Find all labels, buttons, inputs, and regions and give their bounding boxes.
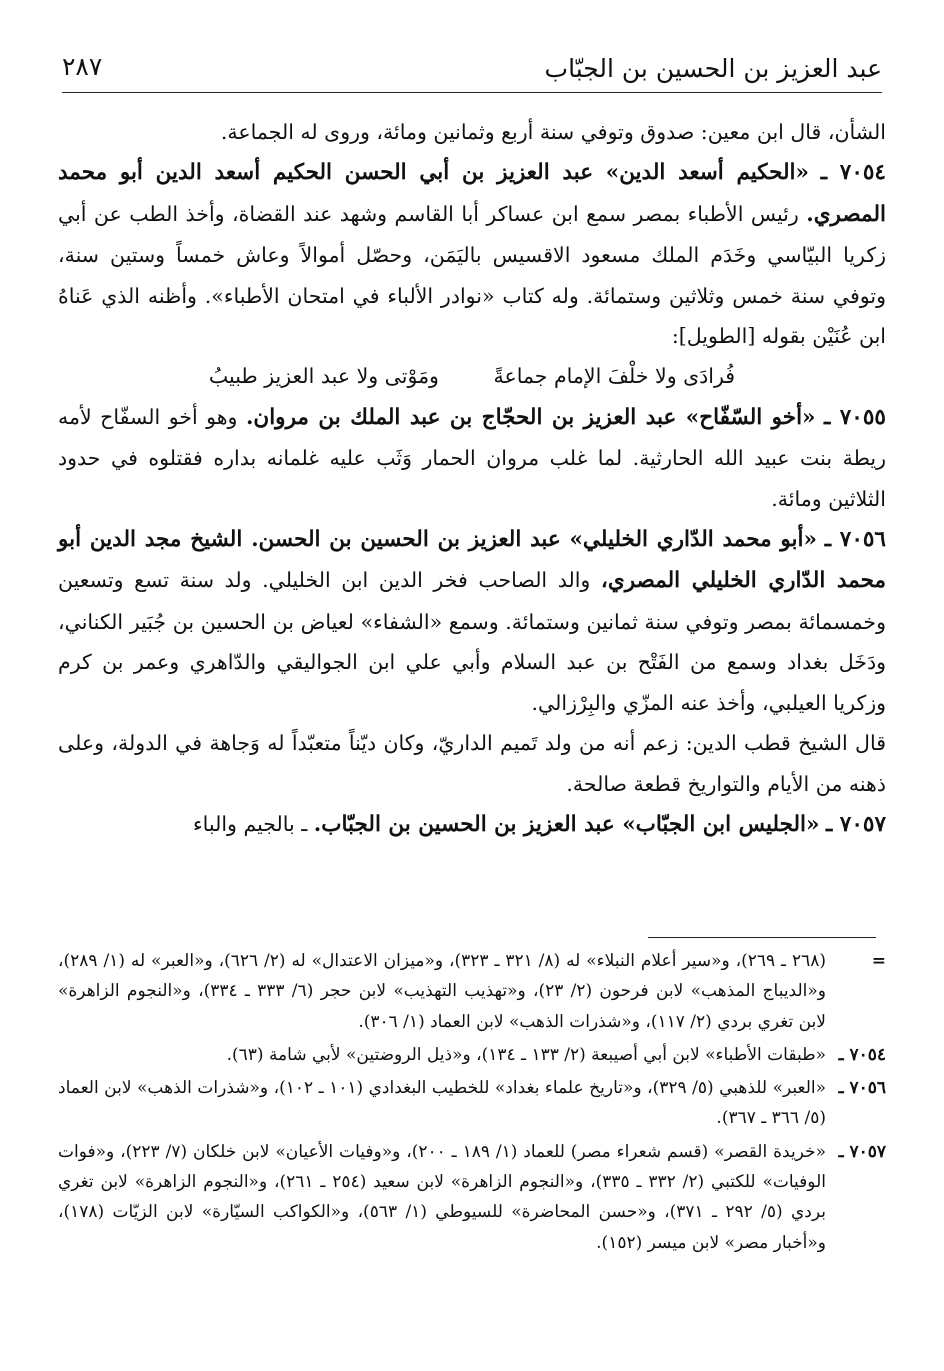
footnote-text: (٢٦٨ ـ ٢٦٩)، و«سير أعلام النبلاء» له (٨/ ٣٢١ ـ ٣٢٣)، و«ميزان الاعتدال» له (٢/ ٦٢٦)، و«العبر» له (١/ ٢٨٩)، و«الديباج المذهب» لابن فرحون (٢/ ٢٣)، و«تهذيب التهذيب» لابن حجر (٦/ ٣٣٣ ـ ٣٣٤)، و«النجوم الزاهرة» لابن تغري بردي (٢/ ١١٧)، و«شذرات الذهب» لابن العماد (١/ ٣٠٦). xyxy=(58,951,826,1032)
entry-number: ٧٠٥٦ ـ xyxy=(824,527,886,553)
entry-text: وهو أخو السفّاح لأمه ريطة بنت عبيد الله الحارثية. لما غلب مروان الحمار وَثَب عليه غلمانه بداره فقتلوه في حدود الثلاثين ومائة. xyxy=(58,404,886,511)
footnote-text: «طبقات الأطباء» لابن أبي أصيبعة (٢/ ١٣٣ ـ ١٣٤)، و«ذيل الروضتين» لأبي شامة (٦٣). xyxy=(226,1044,826,1065)
entry-7054 xyxy=(58,152,886,356)
footnote-marker: ٧٠٥٤ ـ xyxy=(838,1044,886,1065)
entry-heading: «الجليس ابن الجبّاب» عبد العزيز بن الحسين بن الجبّاب. xyxy=(313,811,820,837)
footnote-marker: ٧٠٥٦ ـ xyxy=(838,1078,886,1099)
entry-7056-continuation: قال الشيخ قطب الدين: زعم أنه من ولد تَميم الداريّ، وكان ديّناً متعبّداً له وَجاهة في الدولة، وعلى ذهنه من الأيام والتواريخ قطعة صالحة. xyxy=(58,731,886,796)
footnote-text: «خريدة القصر» (قسم شعراء مصر) للعماد (١/ ١٨٩ ـ ٢٠٠)، و«وفيات الأعيان» لابن خلكان (٧/ ٢٢٣)، و«فوات الوفيات» للكتبي (٢/ ٣٣٢ ـ ٣٣٥)، و«النجوم الزاهرة» لابن سعيد (٢٥٤ ـ ٢٦١)، و«النجوم الزاهرة» لابن تغري بردي (٥/ ٢٩٢ ـ ٣٧١)، و«حسن المحاضرة» للسيوطي (١/ ٥٦٣)، و«الكواكب السيّارة» لابن الزيّات (١٧٨)، و«أخبار مصر» لابن ميسر (١٥٢). xyxy=(58,1141,826,1253)
verse-second-hemistich: ومَوْتى ولا عبد العزيز طبيبُ xyxy=(208,364,439,389)
entry-heading: «أبو محمد الدّاري الخليلي» عبد العزيز بن الحسين بن الحسن. الشيخ مجد الدين أبو محمد الدّاري الخليلي المصري، xyxy=(58,527,886,594)
entry-heading: «الحكيم أسعد الدين» عبد العزيز بن أبي الحسن الحكيم أسعد الدين أبو محمد المصري. xyxy=(58,160,886,227)
footnote xyxy=(58,1137,886,1258)
footnote xyxy=(58,1073,886,1134)
entry-number: ٧٠٥٥ ـ xyxy=(823,404,886,430)
footnote-marker: ٧٠٥٧ ـ xyxy=(838,1141,886,1162)
entry-text: ـ بالجيم والباء xyxy=(193,811,308,836)
footnotes xyxy=(58,946,886,1261)
entry-text: رئيس الأطباء بمصر سمع ابن عساكر أبا القاسم وشهد عند القضاة، وأخذ الطب عن أبي زكريا البيّاسي وخَدَم الملك مسعود الاقسيس باليَمَن، وحصّل أموالاً وعاش خمساً وستين سنة، وتوفي سنة خمس وثلاثين وستمائة. وله كتاب «نوادر الألباء في امتحان الأطباء». وأظنه الذي عَناهُ ابن عُنَيْن بقوله [الطويل]: xyxy=(58,201,886,349)
entry-number: ٧٠٥٤ ـ xyxy=(820,160,886,186)
main-text xyxy=(58,112,886,845)
entry-heading: «أخو السّفّاح» عبد العزيز بن الحجّاج بن عبد الملك بن مروان. xyxy=(245,404,816,430)
page-number: ٢٨٧ xyxy=(62,52,103,81)
verse-first-hemistich: فُرادَى ولا خلْفَ الإمام جماعةً xyxy=(493,364,736,389)
footnote-marker: = xyxy=(871,951,886,971)
footnote-separator xyxy=(648,937,876,938)
footnote xyxy=(58,1040,886,1070)
header-rule xyxy=(62,92,882,93)
page-header xyxy=(62,48,882,92)
poetry-verse xyxy=(58,356,886,396)
entry-number: ٧٠٥٧ ـ xyxy=(826,811,886,837)
paragraph-continuation: الشأن، قال ابن معين: صدوق وتوفي سنة أربع وثمانين ومائة، وروى له الجماعة. xyxy=(220,120,886,144)
entry-7057 xyxy=(58,804,886,845)
entry-7055 xyxy=(58,397,886,519)
footnote xyxy=(58,946,886,1037)
footnote-text: «العبر» للذهبي (٥/ ٣٢٩)، و«تاريخ علماء بغداد» للخطيب البغدادي (١٠١ ـ ١٠٢)، و«شذرات الذهب» لابن العماد (٥/ ٣٦٦ ـ ٣٦٧). xyxy=(58,1078,826,1129)
running-title: عبد العزيز بن الحسين بن الجبّاب xyxy=(544,54,882,83)
entry-7056 xyxy=(58,519,886,723)
entry-text: والد الصاحب فخر الدين ابن الخليلي. ولد سنة تسع وتسعين وخمسمائة بمصر وتوفي سنة ثمانين وستمائة. وسمع «الشفاء» لعياض بن الحسين بن جُبَير الكناني، ودَخَل بغداد وسمع من الفَتْح بن عبد السلام وأبي علي ابن الجواليقي والدّاهري وعمر بن كرم وزكريا العيلبي، وأخذ عنه المزّي والبِرْزالي. xyxy=(58,568,886,715)
